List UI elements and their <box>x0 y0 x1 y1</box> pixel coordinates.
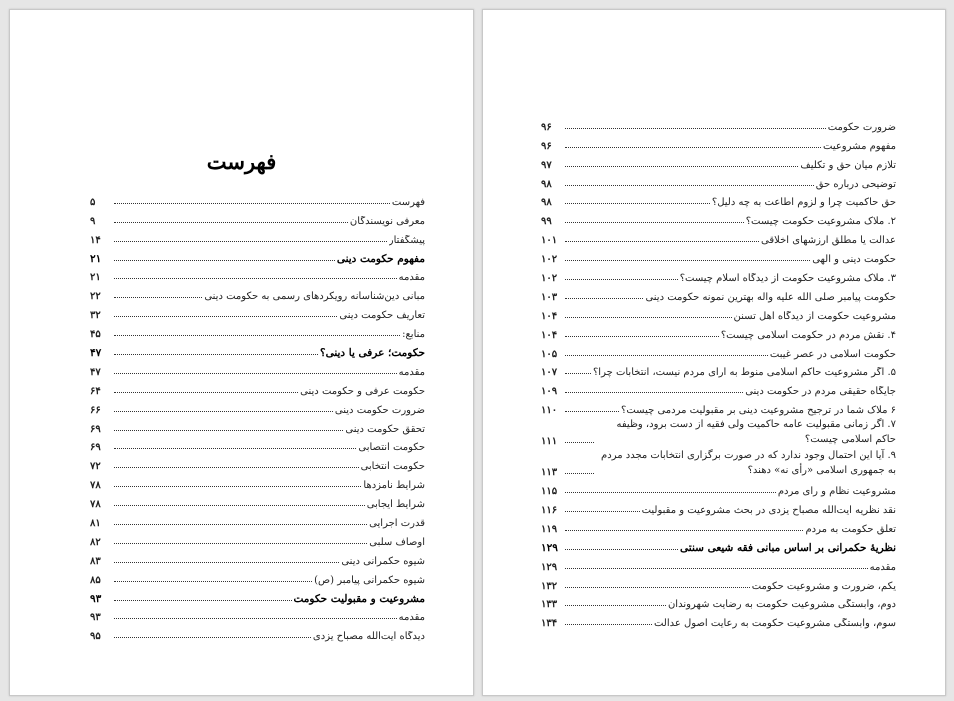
toc-entry <box>90 567 425 586</box>
toc-entry <box>90 265 425 284</box>
toc-page-number: ۴۷ <box>90 347 102 360</box>
toc-page-number: ۱۴ <box>90 234 101 246</box>
toc-page-number: ۱۰۵ <box>541 348 558 360</box>
toc-entry-title: مشروعیت و مقبولیت حکومت <box>293 592 425 605</box>
toc-entry-title: سوم، وابستگی مشروعیت حکومت به رعایت اصول عدالت <box>653 618 896 630</box>
toc-entry-title: حکومت انتخابی <box>360 461 425 473</box>
dot-leader <box>114 392 298 393</box>
dot-leader <box>114 222 348 223</box>
toc-page-number: ۲۱ <box>90 272 101 284</box>
toc-entry-title: اوصاف سلبی <box>369 536 425 548</box>
dot-leader <box>565 605 666 606</box>
toc-section-heading <box>90 586 425 605</box>
toc-page-number: ۱۱۱ <box>541 436 558 448</box>
toc-section-heading <box>90 340 425 359</box>
toc-entry <box>541 208 896 227</box>
dot-leader <box>114 543 367 544</box>
toc-page-number: ۱۲۹ <box>541 561 558 573</box>
dot-leader <box>565 241 759 242</box>
toc-entry-title: مقدمه <box>398 612 425 624</box>
toc-page-number: ۱۱۳ <box>541 467 558 479</box>
toc-entry <box>541 152 896 171</box>
dot-leader <box>565 549 678 550</box>
toc-entry <box>90 227 425 246</box>
toc-entry-title: دوم، وابستگی مشروعیت حکومت به رضایت شهروندان <box>667 599 896 611</box>
toc-entry <box>541 478 896 497</box>
toc-page-number: ۹۳ <box>90 612 101 624</box>
toc-page-number: ۸۵ <box>90 574 101 586</box>
toc-list-right <box>541 114 896 629</box>
toc-entry-title: نقد نظریه آیت‌الله مصباح یزدی در بحث مشروعیت و مقبولیت <box>641 505 896 517</box>
toc-entry-title: حکومت انتصابی <box>358 442 425 454</box>
dot-leader <box>114 316 337 317</box>
toc-entry <box>541 114 896 133</box>
toc-entry-title: عدالت یا مطلق ارزشهای اخلاقی <box>761 235 896 247</box>
toc-entry-title: مقدمه <box>398 272 425 284</box>
toc-entry <box>90 510 425 529</box>
toc-entry-title: ضرورت حکومت <box>827 121 896 133</box>
dot-leader <box>114 637 311 638</box>
toc-entry <box>541 554 896 573</box>
dot-leader <box>114 241 387 242</box>
toc-page-number: ۱۱۰ <box>541 405 558 417</box>
toc-entry-title: جایگاه حقیقی مردم در حکومت دینی <box>745 386 896 398</box>
dot-leader <box>565 568 868 569</box>
dot-leader <box>565 392 743 393</box>
dot-leader <box>114 505 365 506</box>
dot-leader <box>114 373 397 374</box>
toc-entry <box>90 189 425 208</box>
toc-entry-title: مفهوم مشروعیت <box>823 140 896 152</box>
dot-leader <box>114 354 318 355</box>
toc-entry <box>541 573 896 592</box>
toc-entry <box>541 360 896 379</box>
toc-entry <box>541 190 896 209</box>
toc-page-number: ۶۶ <box>90 404 101 416</box>
toc-entry <box>541 592 896 611</box>
dot-leader <box>565 128 826 129</box>
toc-entry-title: شرایط ایجابی <box>366 499 425 511</box>
toc-page-number: ۹۶ <box>541 121 552 133</box>
toc-entry <box>541 322 896 341</box>
dot-leader <box>565 336 719 337</box>
toc-page-number: ۹۳ <box>90 592 102 605</box>
toc-page-number: ۵ <box>90 196 96 208</box>
toc-page-number: ۱۳۳ <box>541 599 558 611</box>
dot-leader <box>565 373 591 374</box>
dot-leader <box>565 166 798 167</box>
dot-leader <box>565 355 768 356</box>
toc-page-number: ۶۹ <box>90 442 101 454</box>
toc-entry-title: شیوه حکمرانی پیامبر (ص) <box>314 574 425 586</box>
toc-entry <box>90 321 425 340</box>
toc-page-number: ۶۹ <box>90 423 101 435</box>
toc-entry <box>541 416 896 447</box>
toc-entry <box>90 435 425 454</box>
toc-entry-title: تحقق حکومت دینی <box>345 423 425 435</box>
toc-entry <box>541 497 896 516</box>
toc-page-number: ۱۰۴ <box>541 329 558 341</box>
toc-page-number: ۲۲ <box>90 291 101 303</box>
toc-page-number: ۲۱ <box>90 252 102 265</box>
toc-page-number: ۹۹ <box>541 216 552 228</box>
dot-leader <box>114 581 312 582</box>
dot-leader <box>565 260 810 261</box>
dot-leader <box>565 279 678 280</box>
toc-entry-title: حکومت عرفی و حکومت دینی <box>300 385 425 397</box>
dot-leader <box>565 511 640 512</box>
toc-entry <box>90 623 425 642</box>
toc-entry <box>90 359 425 378</box>
toc-page-number: ۱۱۶ <box>541 505 558 517</box>
toc-page-number: ۸۱ <box>90 518 101 530</box>
dot-leader <box>565 492 776 493</box>
toc-entry-title: مشروعیت حکومت از دیدگاه اهل تسنن <box>733 310 896 322</box>
toc-entry-title: معرفی نویسندگان <box>349 215 425 227</box>
toc-entry-title: حکومت؛ عرفی یا دینی؟ <box>320 347 425 360</box>
toc-entry <box>541 378 896 397</box>
toc-entry-title: تلازم میان حق و تکلیف <box>800 159 896 171</box>
toc-entry-title: پیشگفتار <box>388 234 425 246</box>
toc-page-number: ۹۸ <box>541 197 552 209</box>
toc-entry <box>541 516 896 535</box>
toc-entry <box>90 378 425 397</box>
dot-leader <box>565 298 643 299</box>
toc-page-number: ۴۵ <box>90 329 101 341</box>
toc-page-number: ۱۰۴ <box>541 310 558 322</box>
toc-page-number: ۷۸ <box>90 480 101 492</box>
dot-leader <box>114 260 335 261</box>
dot-leader <box>565 185 814 186</box>
toc-entry-title: شرایط نامزدها <box>363 480 425 492</box>
toc-entry <box>541 171 896 190</box>
dot-leader <box>565 222 744 223</box>
toc-entry <box>541 610 896 629</box>
toc-page-number: ۸۳ <box>90 555 101 567</box>
toc-entry <box>90 548 425 567</box>
toc-entry-title: تعاریف حکومت دینی <box>339 310 425 322</box>
toc-entry <box>90 605 425 624</box>
toc-page-number: ۹۵ <box>90 631 101 643</box>
toc-page-number: ۱۰۳ <box>541 291 558 303</box>
toc-entry <box>541 447 896 478</box>
toc-entry <box>90 302 425 321</box>
toc-page-number: ۹۷ <box>541 159 552 171</box>
toc-entry-title: فهرست <box>391 196 425 208</box>
toc-entry-title: حق حاکمیت چرا و لزوم اطاعت به چه دلیل؟ <box>711 197 896 209</box>
toc-page-number: ۷۸ <box>90 499 101 511</box>
toc-entry-title: حکومت پیامبر صلی الله علیه واله بهترین نمونه حکومت دینی <box>645 291 896 303</box>
dot-leader <box>565 317 732 318</box>
toc-entry-title: ۷. اگر زمانی مقبولیت عامه حاکمیت ولی فقیه از دست برود، وظیفه حاکم اسلامی چیست؟ <box>616 419 896 446</box>
toc-page-number: ۱۳۲ <box>541 580 558 592</box>
dot-leader <box>114 430 343 431</box>
toc-entry-title: دیدگاه آیت‌الله مصباح یزدی <box>312 631 425 643</box>
toc-entry <box>90 397 425 416</box>
toc-page-number: ۱۰۲ <box>541 254 558 266</box>
toc-page-number: ۱۳۴ <box>541 618 558 630</box>
toc-page-number: ۱۲۹ <box>541 541 558 554</box>
toc-entry-title: حکومت اسلامی در عصر غیبت <box>769 348 896 360</box>
toc-entry-title: ۳. ملاک مشروعیت حکومت از دیدگاه اسلام چیست؟ <box>679 273 896 285</box>
toc-entry-title: مفهوم حکومت دینی <box>336 252 425 265</box>
dot-leader <box>565 411 619 412</box>
toc-entry-title: ضرورت حکومت دینی <box>334 404 425 416</box>
toc-entry-title: ۴. نقش مردم در حکومت اسلامی چیست؟ <box>720 329 896 341</box>
dot-leader <box>114 297 202 298</box>
toc-entry <box>541 303 896 322</box>
dot-leader <box>114 467 359 468</box>
toc-page-number: ۹۸ <box>541 178 552 190</box>
page-title: فهرست <box>206 149 277 174</box>
toc-entry-title: ۶ ملاک شما در ترجیح مشروعیت دینی بر مقبولیت مردمی چیست؟ <box>621 405 896 417</box>
toc-section-heading <box>541 535 896 554</box>
toc-page-number: ۱۱۹ <box>541 523 558 535</box>
dot-leader <box>114 618 397 619</box>
toc-entry-title: مبانی دین‌شناسانه رویکردهای رسمی به حکومت دینی <box>204 291 425 303</box>
toc-entry <box>90 283 425 302</box>
toc-entry-title: ۲. ملاک مشروعیت حکومت چیست؟ <box>745 216 896 228</box>
toc-page-number: ۶۴ <box>90 385 101 397</box>
toc-entry-title: حکومت دینی و الهی <box>812 254 896 266</box>
dot-leader <box>565 624 652 625</box>
toc-entry <box>541 265 896 284</box>
dot-leader <box>114 448 356 449</box>
dot-leader <box>114 486 361 487</box>
dot-leader <box>114 335 400 336</box>
dot-leader <box>565 203 710 204</box>
toc-entry-title: تعلق حکومت به مردم <box>805 523 896 535</box>
toc-entry-title: توضیحی درباره حق <box>815 178 896 190</box>
toc-entry-title: نظریهٔ حکمرانی بر اساس مبانی فقه شیعی سنتی <box>680 541 896 554</box>
toc-entry-title: مشروعیت نظام و رأی مردم <box>777 486 896 498</box>
toc-page-number: ۱۰۲ <box>541 273 558 285</box>
toc-entry <box>90 416 425 435</box>
dot-leader <box>114 600 292 601</box>
toc-entry <box>541 246 896 265</box>
toc-entry <box>541 341 896 360</box>
toc-section-heading <box>90 246 425 265</box>
toc-page-number: ۱۰۷ <box>541 367 558 379</box>
dot-leader <box>565 587 750 588</box>
toc-page-number: ۱۰۱ <box>541 235 558 247</box>
toc-entry-title: یکم، ضرورت و مشروعیت حکومت <box>751 580 896 592</box>
toc-entry <box>90 472 425 491</box>
right-page <box>482 9 946 696</box>
toc-entry <box>90 453 425 472</box>
dot-leader <box>565 147 821 148</box>
toc-entry <box>541 227 896 246</box>
toc-page-number: ۹۶ <box>541 140 552 152</box>
toc-entry <box>541 397 896 416</box>
toc-entry-title: منابع: <box>402 329 425 341</box>
toc-entry <box>541 133 896 152</box>
toc-entry-title: مقدمه <box>398 366 425 378</box>
dot-leader <box>565 530 803 531</box>
toc-entry-title: قدرت اجرایی <box>369 518 425 530</box>
dot-leader <box>565 442 594 443</box>
toc-entry <box>90 529 425 548</box>
dot-leader <box>114 562 339 563</box>
toc-page-number: ۹ <box>90 215 96 227</box>
toc-entry-title: ۵. اگر مشروعیت حاکم اسلامی منوط به آرای مردم نیست، انتخابات چرا؟ <box>592 367 896 379</box>
dot-leader <box>114 278 397 279</box>
toc-page-number: ۱۰۹ <box>541 386 558 398</box>
dot-leader <box>114 524 367 525</box>
toc-entry <box>90 208 425 227</box>
toc-page-number: ۱۱۵ <box>541 486 558 498</box>
dot-leader <box>114 203 390 204</box>
toc-entry-title: شیوه حکمرانی دینی <box>341 555 425 567</box>
toc-entry-title: ۹. آیا این احتمال وجود ندارد که در صورت برگزاری انتخابات مجدد مردم به جمهوری اسلامی «رأی نه» دهند؟ <box>601 450 896 477</box>
dot-leader <box>565 473 594 474</box>
toc-entry <box>541 284 896 303</box>
toc-page-number: ۴۷ <box>90 366 101 378</box>
toc-page-number: ۸۲ <box>90 536 101 548</box>
toc-entry <box>90 491 425 510</box>
toc-page-number: ۷۲ <box>90 461 101 473</box>
toc-list-left <box>90 189 425 642</box>
dot-leader <box>114 411 333 412</box>
toc-page-number: ۳۲ <box>90 310 101 322</box>
left-page <box>9 9 474 696</box>
toc-entry-title: مقدمه <box>869 561 896 573</box>
